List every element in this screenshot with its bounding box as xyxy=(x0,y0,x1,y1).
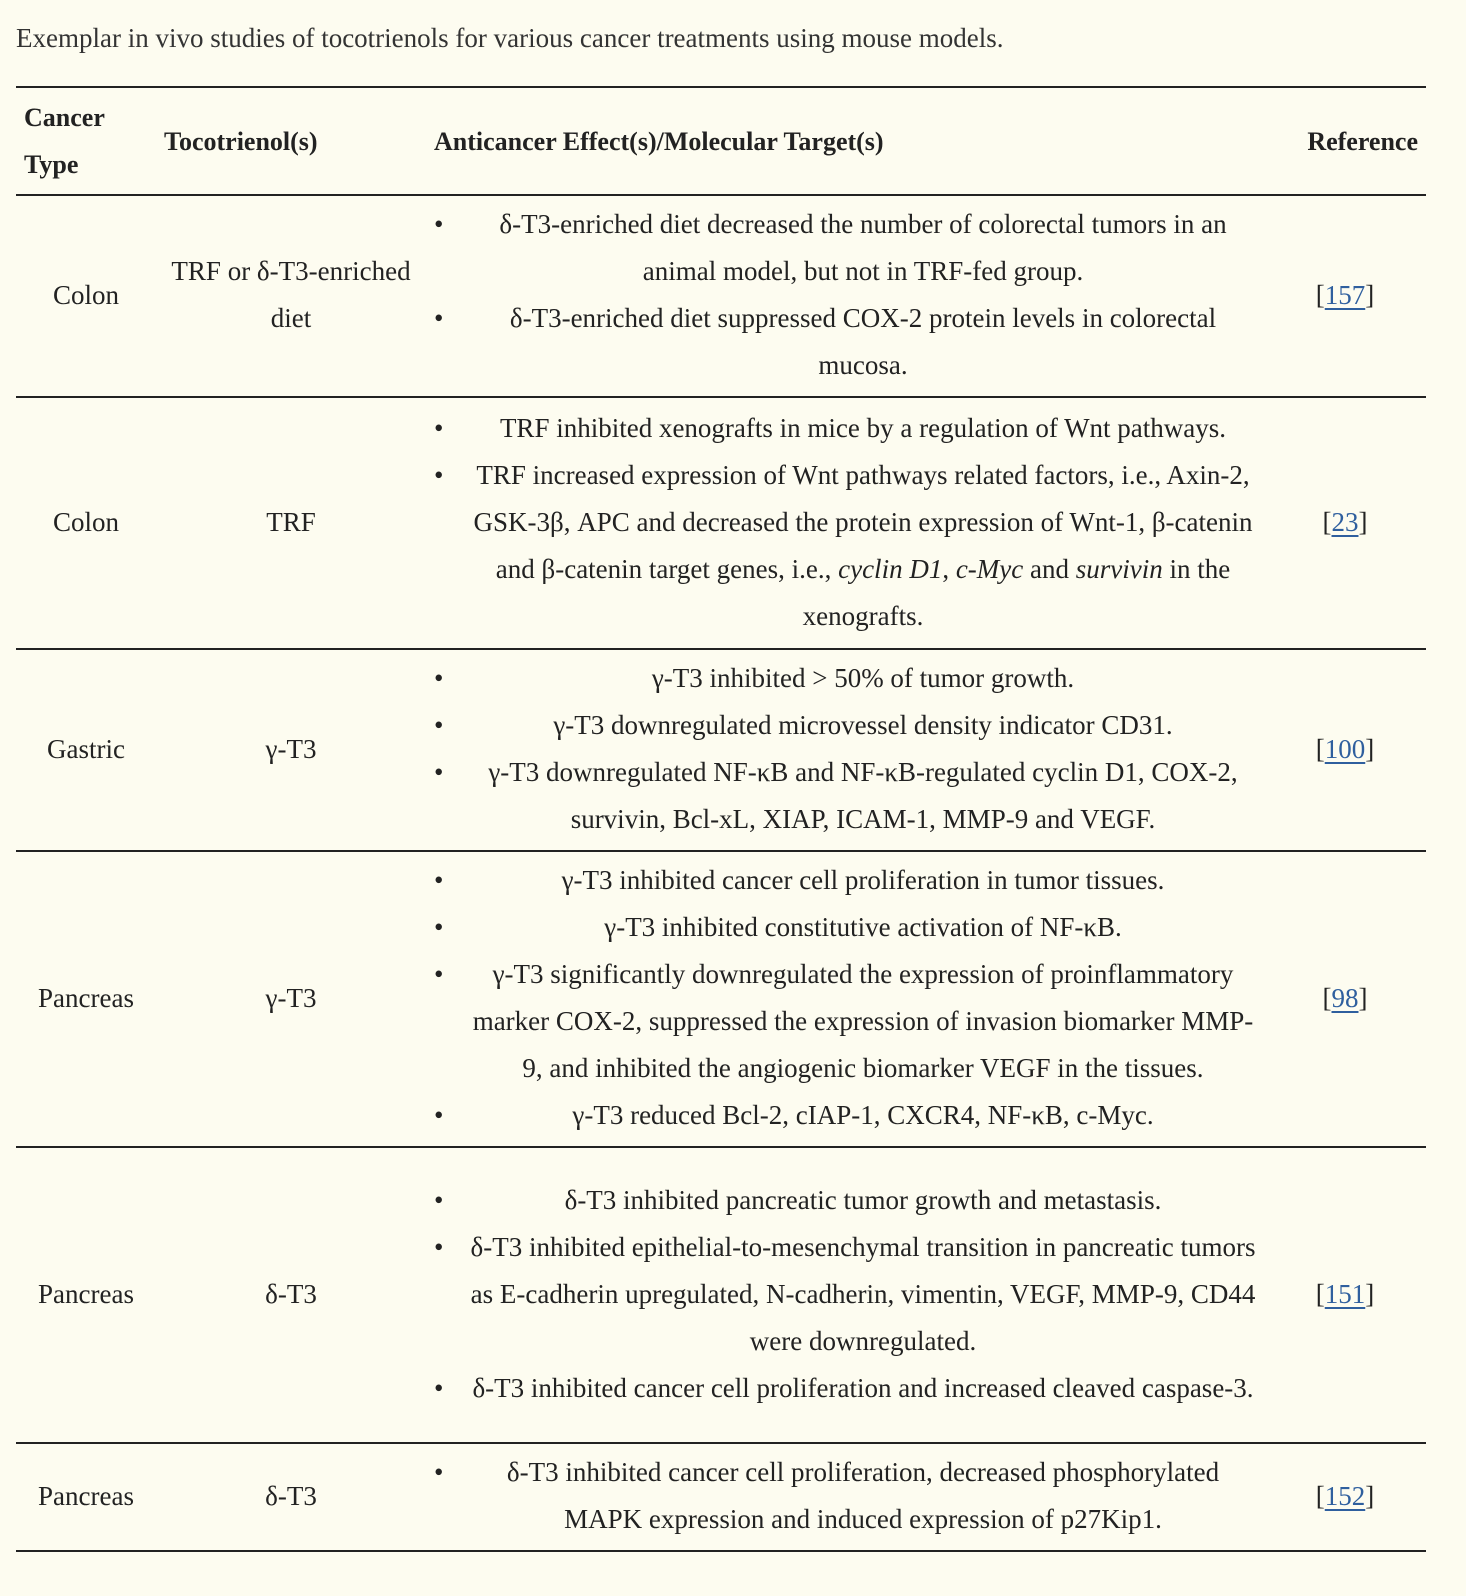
effect-item: • γ-T3 inhibited > 50% of tumor growth. xyxy=(434,655,1256,702)
header-effects: Anticancer Effect(s)/Molecular Target(s) xyxy=(426,87,1264,195)
cell-tocotrienols: γ-T3 xyxy=(156,851,426,1147)
reference-link[interactable]: 100 xyxy=(1324,733,1366,764)
effect-item: • δ-T3 inhibited cancer cell proliferation, decreased phosphorylated MAPK expression and induced expression of p27Kip1. xyxy=(434,1449,1256,1543)
reference-link[interactable]: 23 xyxy=(1331,506,1359,537)
table-row xyxy=(16,1443,1426,1551)
effect-item: • γ-T3 downregulated microvessel density indicator CD31. xyxy=(434,702,1256,749)
cell-reference xyxy=(1264,1443,1426,1551)
effect-text-and: and xyxy=(1030,553,1069,584)
bracket-open: [ xyxy=(1322,982,1332,1013)
bracket-close: ] xyxy=(1358,982,1368,1013)
table-caption: Exemplar in vivo studies of tocotrienols for various cancer treatments using mouse models. xyxy=(16,23,1004,53)
bracket-open: [ xyxy=(1315,1480,1325,1511)
cell-cancer-type: Pancreas xyxy=(16,1443,156,1551)
bracket-open: [ xyxy=(1315,733,1325,764)
effect-item: • δ-T3-enriched diet decreased the number of colorectal tumors in an animal model, but not in TRF-fed group. xyxy=(434,201,1256,295)
separator: , xyxy=(942,553,950,584)
effects-list xyxy=(434,655,1256,843)
effect-item: • TRF inhibited xenografts in mice by a regulation of Wnt pathways. xyxy=(434,405,1256,452)
bracket-close: ] xyxy=(1365,733,1375,764)
effect-item xyxy=(434,452,1256,640)
effect-text-end: in the xenografts. xyxy=(802,553,1231,631)
cell-tocotrienols: TRF or δ-T3-enriched diet xyxy=(156,195,426,397)
effects-list xyxy=(434,1449,1256,1543)
cell-reference xyxy=(1264,649,1426,851)
bracket-open: [ xyxy=(1315,279,1325,310)
cell-cancer-type: Colon xyxy=(16,397,156,649)
bracket-close: ] xyxy=(1365,1480,1375,1511)
table-row xyxy=(16,195,1426,397)
cell-tocotrienols: TRF xyxy=(156,397,426,649)
bracket-open: [ xyxy=(1315,1278,1325,1309)
header-cancer-type xyxy=(16,87,156,195)
effect-item: • δ-T3-enriched diet suppressed COX-2 protein levels in colorectal mucosa. xyxy=(434,295,1256,389)
cell-cancer-type: Pancreas xyxy=(16,1147,156,1443)
table-header-row xyxy=(16,87,1426,195)
effects-list xyxy=(434,857,1256,1139)
effect-text: TRF increased expression of Wnt pathways related factors, i.e., Axin-2, GSK-3β, APC and decreased the protein expression of Wnt-1, β-catenin and β-catenin target genes, i.e., xyxy=(473,459,1253,584)
tocotrienol-studies-table xyxy=(16,86,1426,1552)
effect-item: • γ-T3 reduced Bcl-2, cIAP-1, CXCR4, NF-κB, c-Myc. xyxy=(434,1092,1256,1139)
reference-link[interactable]: 157 xyxy=(1324,279,1366,310)
cell-reference xyxy=(1264,851,1426,1147)
cell-effects xyxy=(426,1443,1264,1551)
cell-effects xyxy=(426,397,1264,649)
cell-effects xyxy=(426,851,1264,1147)
bracket-close: ] xyxy=(1358,506,1368,537)
header-cancer-type-line1: Cancer xyxy=(24,103,105,132)
cell-effects xyxy=(426,1147,1264,1443)
gene-c-myc: c-Myc xyxy=(955,553,1024,584)
effect-item: • δ-T3 inhibited pancreatic tumor growth and metastasis. xyxy=(434,1177,1256,1224)
header-tocotrienols: Tocotrienol(s) xyxy=(156,87,426,195)
bracket-open: [ xyxy=(1322,506,1332,537)
effect-item: • γ-T3 inhibited cancer cell proliferation in tumor tissues. xyxy=(434,857,1256,904)
effects-list xyxy=(434,405,1256,640)
bracket-close: ] xyxy=(1365,279,1375,310)
effects-list xyxy=(434,1177,1256,1412)
table-row xyxy=(16,1147,1426,1443)
cell-reference xyxy=(1264,1147,1426,1443)
effect-item: • δ-T3 inhibited cancer cell proliferation and increased cleaved caspase-3. xyxy=(434,1365,1256,1412)
gene-survivin: survivin xyxy=(1075,553,1163,584)
table-row xyxy=(16,649,1426,851)
cell-reference xyxy=(1264,195,1426,397)
reference-link[interactable]: 152 xyxy=(1324,1480,1366,1511)
effect-item: • δ-T3 inhibited epithelial-to-mesenchymal transition in pancreatic tumors as E-cadherin upregulated, N-cadherin, vimentin, VEGF, MMP-9, CD44 were downregulated. xyxy=(434,1224,1256,1365)
cell-cancer-type: Gastric xyxy=(16,649,156,851)
cell-effects xyxy=(426,195,1264,397)
cell-effects xyxy=(426,649,1264,851)
table-row xyxy=(16,851,1426,1147)
reference-link[interactable]: 98 xyxy=(1331,982,1359,1013)
header-cancer-type-line2: Type xyxy=(24,150,79,179)
effect-item: • γ-T3 inhibited constitutive activation of NF-κB. xyxy=(434,904,1256,951)
reference-link[interactable]: 151 xyxy=(1324,1278,1366,1309)
effect-item: • γ-T3 downregulated NF-κB and NF-κB-regulated cyclin D1, COX-2, survivin, Bcl-xL, XIAP, ICAM-1, MMP-9 and VEGF. xyxy=(434,749,1256,843)
gene-cyclin-d1: cyclin D1 xyxy=(838,553,943,584)
cell-tocotrienols: δ-T3 xyxy=(156,1443,426,1551)
effects-list xyxy=(434,201,1256,389)
cell-reference xyxy=(1264,397,1426,649)
effect-item: • γ-T3 significantly downregulated the expression of proinflammatory marker COX-2, suppressed the expression of invasion biomarker MMP-9, and inhibited the angiogenic biomarker VEGF in the tissues. xyxy=(434,951,1256,1092)
bracket-close: ] xyxy=(1365,1278,1375,1309)
cell-cancer-type: Colon xyxy=(16,195,156,397)
cell-cancer-type: Pancreas xyxy=(16,851,156,1147)
table-row xyxy=(16,397,1426,649)
cell-tocotrienols: γ-T3 xyxy=(156,649,426,851)
header-reference: Reference xyxy=(1264,87,1426,195)
cell-tocotrienols: δ-T3 xyxy=(156,1147,426,1443)
